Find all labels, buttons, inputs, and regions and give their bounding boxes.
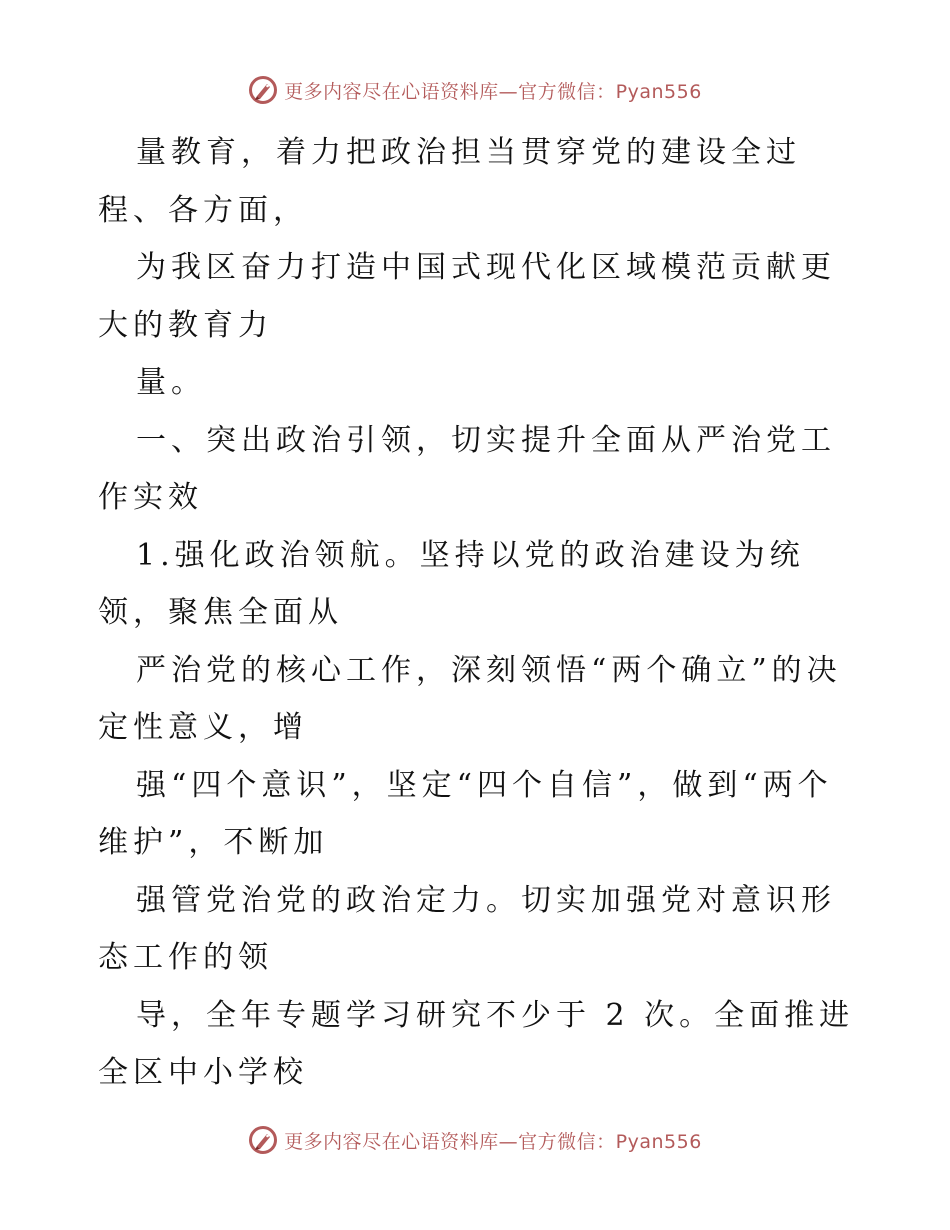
pen-nib-logo-icon	[248, 75, 278, 105]
paragraph-2: 为我区奋力打造中国式现代化区域模范贡献更大的教育力	[98, 250, 836, 343]
section-heading-1: 一、突出政治引领，切实提升全面从严治党工作实效	[98, 422, 836, 515]
paragraph-1: 量教育，着力把政治担当贯穿党的建设全过程、各方面，	[98, 135, 801, 228]
header-banner-text: 更多内容尽在心语资料库—官方微信：Pyan556	[284, 80, 702, 103]
pen-nib-logo-icon	[248, 1125, 278, 1155]
footer-watermark-banner	[0, 1120, 950, 1160]
footer-banner-text: 更多内容尽在心语资料库—官方微信：Pyan556	[284, 1130, 702, 1153]
paragraph-3: 量。	[136, 365, 206, 400]
header-watermark-banner	[0, 70, 950, 110]
document-body	[98, 124, 858, 1102]
paragraph-4: 1.强化政治领航。坚持以党的政治建设为统领，聚焦全面从	[98, 537, 805, 630]
paragraph-7: 强管党治党的政治定力。切实加强党对意识形态工作的领	[98, 882, 836, 975]
paragraph-5: 严治党的核心工作，深刻领悟“两个确立”的决定性意义，增	[98, 652, 842, 745]
paragraph-6: 强“四个意识”，坚定“四个自信”，做到“两个维护”，不断加	[98, 767, 833, 860]
paragraph-8: 导，全年专题学习研究不少于 2 次。全面推进全区中小学校	[98, 997, 855, 1090]
